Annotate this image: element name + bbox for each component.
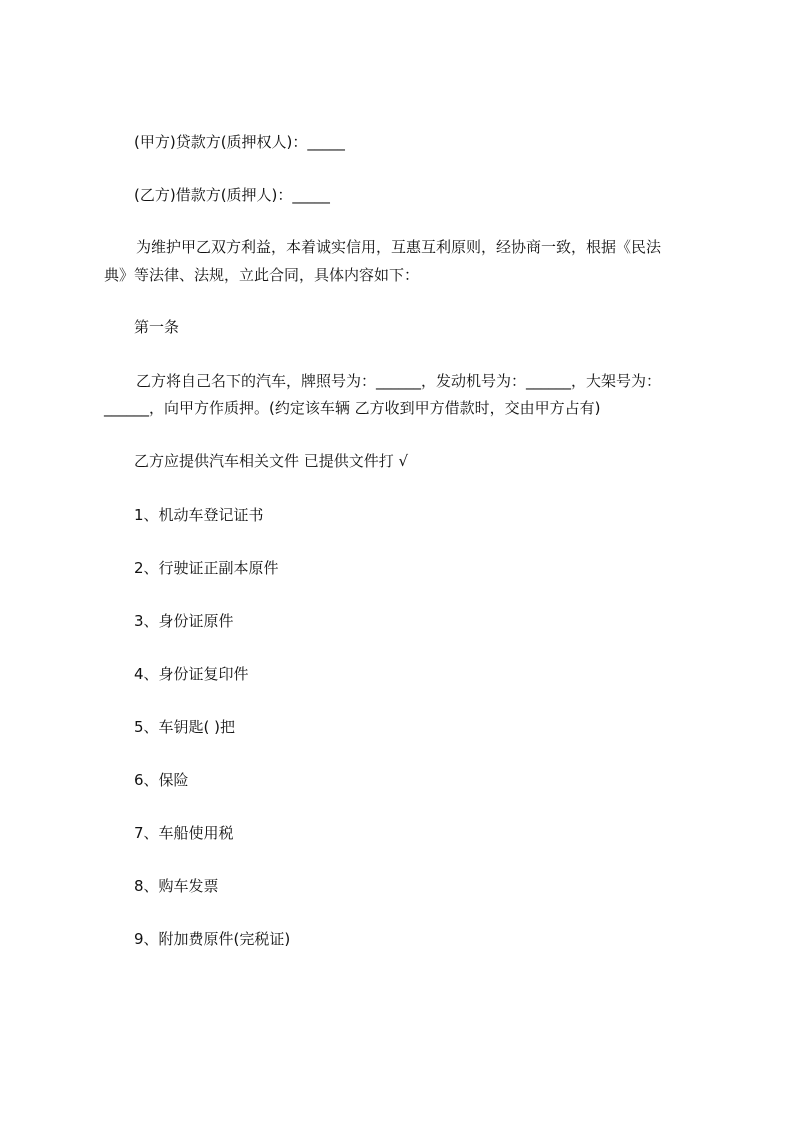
list-item: 9、附加费原件(完税证) (134, 930, 291, 948)
intro-line-2: 典》等法律、法规，立此合同，具体内容如下： (104, 266, 420, 284)
list-item: 4、身份证复印件 (134, 665, 249, 683)
article-1-line-1: 乙方将自己名下的汽车，牌照号为：______，发动机号为：______，大架号为： (136, 372, 662, 390)
party-b-line: (乙方)借款方(质押人)：_____ (134, 186, 330, 204)
intro-line-1: 为维护甲乙双方利益，本着诚实信用，互惠互利原则，经协商一致，根据《民法 (136, 238, 662, 256)
party-a-line: (甲方)贷款方(质押权人)：_____ (134, 133, 345, 151)
list-item: 5、车钥匙( )把 (134, 718, 236, 736)
list-item: 1、机动车登记证书 (134, 506, 264, 524)
list-item: 6、保险 (134, 771, 189, 789)
list-item: 3、身份证原件 (134, 612, 234, 630)
list-item: 7、车船使用税 (134, 824, 234, 842)
article-1-line-2: ______，向甲方作质押。(约定该车辆 乙方收到甲方借款时，交由甲方占有) (104, 399, 601, 417)
list-item: 8、购车发票 (134, 877, 219, 895)
documents-header: 乙方应提供汽车相关文件 已提供文件打 √ (134, 452, 409, 470)
article-1-title: 第一条 (134, 318, 180, 336)
list-item: 2、行驶证正副本原件 (134, 559, 279, 577)
